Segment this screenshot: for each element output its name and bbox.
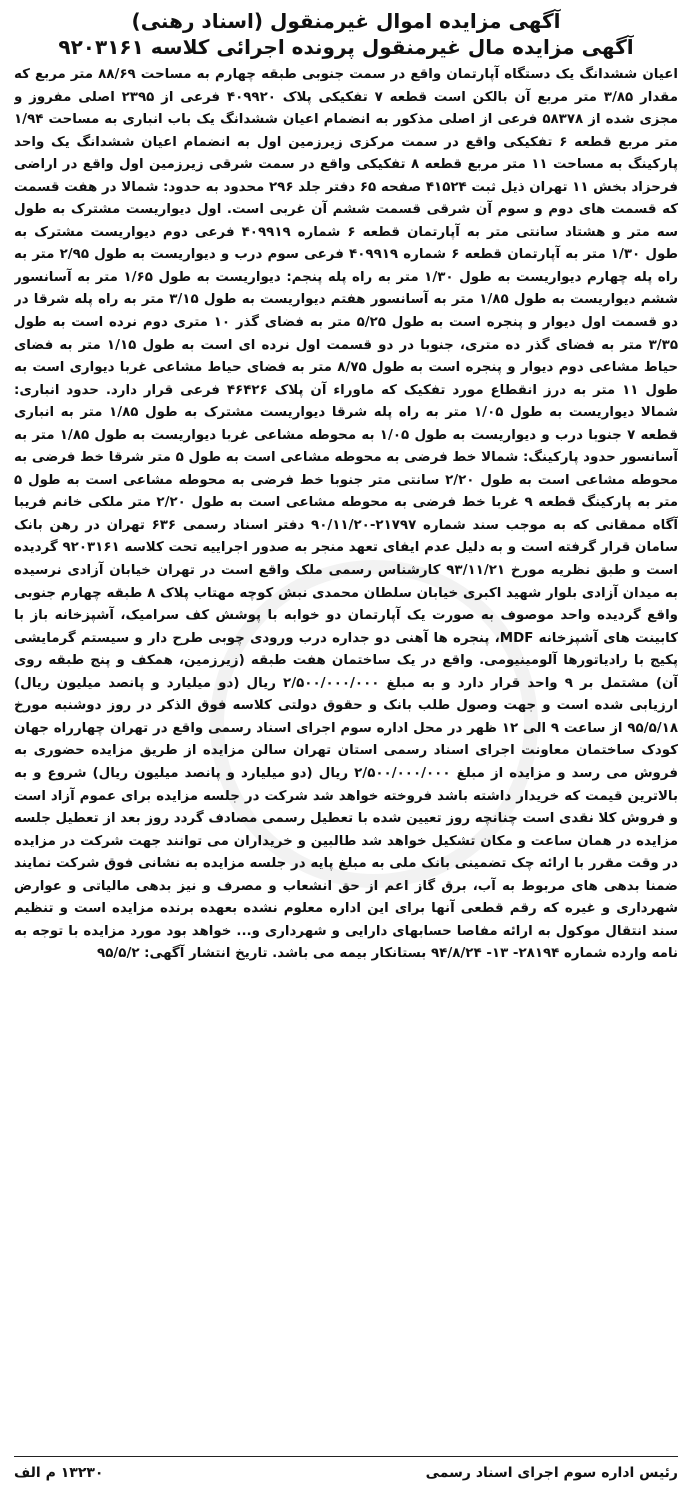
notice-body: اعیان ششدانگ یک دستگاه آپارتمان واقع در سمت جنوبی طبقه چهارم به مساحت ۸۸/۶۹ متر مربع که مقدار ۳/۸۵ متر مربع آن بالکن است قطعه ۷ تفکیکی پلاک ۴۰۹۹۲۰ فرعی از ۲۳۹۵ اصلی مفروز و مجزی شده از ۵۸۳۷۸ فرعی از اصلی مذکور به انضمام اعیان ششدانگ یک باب انباری به مساحت ۱/۹۴ متر مربع قطعه ۶ تفکیکی واقع در سمت مرکزی زیرزمین اول به انضمام اعیان ششدانگ یک واحد پارکینگ به مساحت ۱۱ متر مربع قطعه ۸ تفکیکی واقع در سمت شرقی زیرزمین اول واقع در اراضی فرحزاد بخش ۱۱ تهران ذیل ثبت ۴۱۵۲۴ صفحه ۶۵ دفتر جلد ۲۹۶ محدود به حدود: شمالا در هفت قسمت که قسمت های دوم و سوم آن شرقی قسمت ششم آن غربی است. اول دیواریست مشترک به طول سه متر و هشتاد سانتی متر به آپارتمان قطعه ۶ شماره ۴۰۹۹۱۹ فرعی دوم دیواریست مشترک به طول ۱/۳۰ متر به آپارتمان قطعه ۶ شماره ۴۰۹۹۱۹ فرعی سوم درب و دیواریست به طول ۲/۹۵ متر به راه پله چهارم دیواریست به طول ۱/۳۰ متر به راه پله پنجم: دیواریست به طول ۱/۶۵ متر به آسانسور ششم دیواریست به طول ۱/۸۵ متر به آسانسور هفتم دیواریست به طول ۳/۱۵ متر به راه پله شرقا در دو قسمت اول دیوار و پنجره است به طول ۵/۲۵ متر به فضای گذر ۱۰ متری دوم نرده است به طول ۳/۳۵ متر به فضای گذر ده متری، جنوبا در دو قسمت اول نرده ای است به طول ۱/۱۵ متر به فضای حیاط مشاعی دوم دیوار و پنجره است به طول ۸/۷۵ متر به فضای حیاط مشاعی غربا دیواری است به طول ۱۱ متر به درز انقطاع مورد تفکیک که ماوراء آن پلاک ۴۶۴۲۶ فرعی قرار دارد. حدود انباری: شمالا دیواریست به طول ۱/۰۵ متر به راه پله شرقا دیواریست مشترک به طول ۱/۸۵ متر به انباری قطعه ۷ جنوبا درب و دیواریست به طول ۱/۰۵ به محوطه مشاعی غربا دیواریست به طول ۱/۸۵ متر به آسانسور حدود پارکینگ: شمالا خط فرضی به محوطه مشاعی است به طول ۵ متر شرقا خط فرضی به محوطه مشاعی است به طول ۲/۲۰ سانتی متر جنوبا خط فرضی به محوطه مشاعی است به طول ۵ متر به پارکینگ قطعه ۹ غربا خط فرضی به محوطه مشاعی است به طول ۲/۲۰ متر ملکی خانم فریبا آگاه ممقانی که به موجب سند شماره ۲۱۷۹۷-۹۰/۱۱/۲۰ دفتر اسناد رسمی ۶۳۶ تهران در رهن بانک سامان قرار گرفته است و به دلیل عدم ایفای تعهد منجر به صدور اجراییه تحت کلاسه ۹۲۰۳۱۶۱ گردیده است و طبق نظریه مورخ ۹۳/۱۱/۲۱ کارشناس رسمی ملک واقع است در تهران خیابان آزادی نرسیده به میدان آزادی بلوار شهید اکبری خیابان سلطان محمدی نبش کوچه مهتاب پلاک ۸ طبقه چهارم جنوبی واقع گردیده واحد موصوف به صورت یک آپارتمان دو خوابه با پوشش کف سرامیک، آشپزخانه باز با کابینت های آشپزخانه MDF، پنجره ها آهنی دو جداره درب ورودی چوبی طرح دار و سیستم گرمایشی پکیج با رادیاتورها آلومینیومی. واقع در یک ساختمان هفت طبقه (زیرزمین، همکف و پنج طبقه روی آن) مشتمل بر ۹ واحد قرار دارد و به مبلغ ۲/۵۰۰/۰۰۰/۰۰۰ ریال (دو میلیارد و پانصد میلیون ریال) ارزیابی شده است و جهت وصول طلب بانک و حقوق دولتی کلاسه فوق الذکر در روز دوشنبه مورخ ۹۵/۵/۱۸ از ساعت ۹ الی ۱۲ ظهر در محل اداره سوم اجرای اسناد رسمی واقع در تهران چهارراه جهان کودک ساختمان معاونت اجرای اسناد رسمی استان تهران سالن مزایده از طریق مزایده حضوری به فروش می رسد و مزایده از مبلغ ۲/۵۰۰/۰۰۰/۰۰۰ ریال (دو میلیارد و پانصد میلیون ریال) شروع و به بالاترین قیمت که خریدار داشته باشد فروخته خواهد شد شرکت در جلسه مزایده برای عموم آزاد است و فروش کلا نقدی است چنانچه روز تعیین شده با تعطیل رسمی مصادف گردد روز بعد از تعطیل جلسه مزایده در همان ساعت و مکان تشکیل خواهد شد طالبین و خریداران می توانند جهت شرکت در مزایده در وقت مقرر با ارائه چک تضمینی بانک ملی به مبلغ پایه در جلسه مزایده به نشانی فوق شرکت نمایند ضمنا بدهی های مربوط به آب، برق گاز اعم از حق انشعاب و مصرف و نیز بدهی مالیاتی و عوارض شهرداری و غیره که رقم قطعی آنها برای این اداره معلوم نشده بعهده برنده مزایده است و تنظیم سند انتقال موکول به ارائه مفاصا حسابهای دارایی و شهرداری و... خواهد بود مورد مزایده با توجه به نامه وارده شماره ۲۸۱۹۴- ۱۳- ۹۴/۸/۲۴ بستانکار بیمه می باشد. تاریخ انتشار آگهی: ۹۵/۵/۲	[14, 67, 678, 962]
title-line-2: آگهی مزایده مال غیرمنقول پرونده اجرائی کلاسه ۹۲۰۳۱۶۱	[58, 35, 634, 59]
header	[14, 8, 678, 60]
footer	[14, 1456, 678, 1485]
reference-code: ۱۳۲۳۰ م الف	[14, 1465, 104, 1481]
title-line-1: آگهی مزایده اموال غیرمنقول (اسناد رهنی)	[131, 9, 561, 33]
signature: رئیس اداره سوم اجرای اسناد رسمی	[425, 1465, 678, 1481]
